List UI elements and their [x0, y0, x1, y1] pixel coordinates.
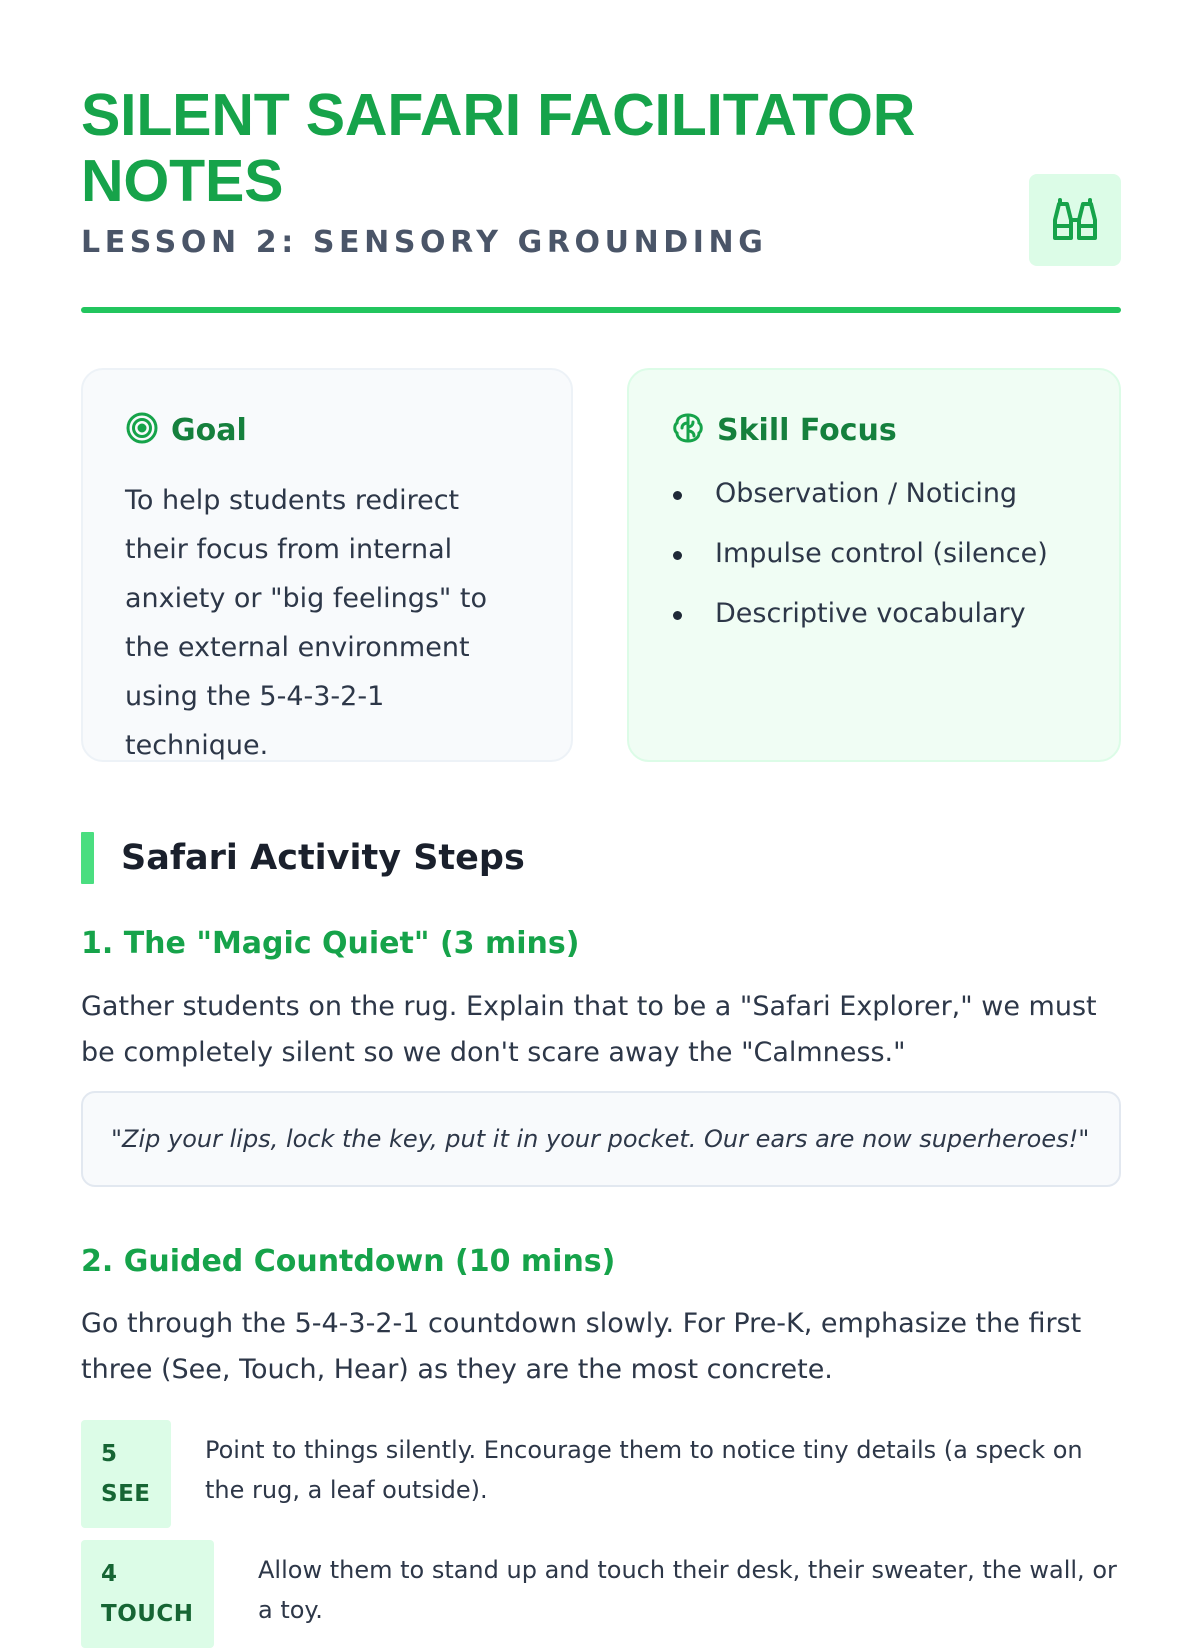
countdown-number: 5	[101, 1441, 118, 1467]
section-title: Safari Activity Steps	[121, 838, 525, 878]
step-1-title: 1. The "Magic Quiet" (3 mins)	[81, 926, 580, 961]
goal-text: To help students redirect their focus from internal anxiety or "big feelings" to the external environment using the 5-4-3-2-1 technique.	[125, 485, 488, 761]
goal-card	[81, 368, 573, 762]
skill-item: Observation / Noticing	[671, 476, 1077, 512]
section-heading	[81, 832, 525, 884]
countdown-text: Allow them to stand up and touch their desk, their sweater, the wall, or a toy.	[258, 1556, 1117, 1624]
step-2-title: 2. Guided Countdown (10 mins)	[81, 1244, 616, 1279]
countdown-sense: SEE	[101, 1481, 151, 1507]
skill-focus-card	[627, 368, 1121, 762]
section-accent-bar	[81, 832, 94, 884]
page-title: SILENT SAFARI FACILITATOR NOTES	[81, 82, 916, 214]
quote-text: "Zip your lips, lock the key, put it in your pocket. Our ears are now superheroes!"	[111, 1125, 1090, 1153]
step-2-text: Go through the 5-4-3-2-1 countdown slowly. For Pre-K, emphasize the first three (See, Touch, Hear) as they are the most concrete.	[81, 1308, 1082, 1385]
binoculars-icon	[1029, 174, 1121, 266]
countdown-sense: TOUCH	[101, 1601, 194, 1627]
countdown-badge	[81, 1540, 214, 1648]
skill-list	[671, 476, 1077, 632]
countdown-number: 4	[101, 1561, 118, 1587]
page-header	[81, 82, 1121, 316]
goal-title: Goal	[171, 412, 247, 448]
target-icon	[125, 411, 159, 449]
countdown-badge	[81, 1420, 171, 1528]
page-subtitle: LESSON 2: SENSORY GROUNDING	[81, 225, 768, 260]
quote-box	[81, 1091, 1121, 1187]
brain-icon	[671, 411, 705, 449]
step-1-text: Gather students on the rug. Explain that to be a "Safari Explorer," we must be completely silent so we don't scare away the "Calmness."	[81, 991, 1097, 1068]
countdown-item	[81, 1420, 1121, 1514]
skill-focus-title: Skill Focus	[717, 412, 897, 448]
countdown-item	[81, 1540, 1121, 1634]
skill-item: Descriptive vocabulary	[671, 596, 1077, 632]
header-divider	[81, 307, 1121, 313]
skill-item: Impulse control (silence)	[671, 536, 1077, 572]
countdown-text: Point to things silently. Encourage them to notice tiny details (a speck on the rug, a leaf outside).	[205, 1436, 1083, 1504]
